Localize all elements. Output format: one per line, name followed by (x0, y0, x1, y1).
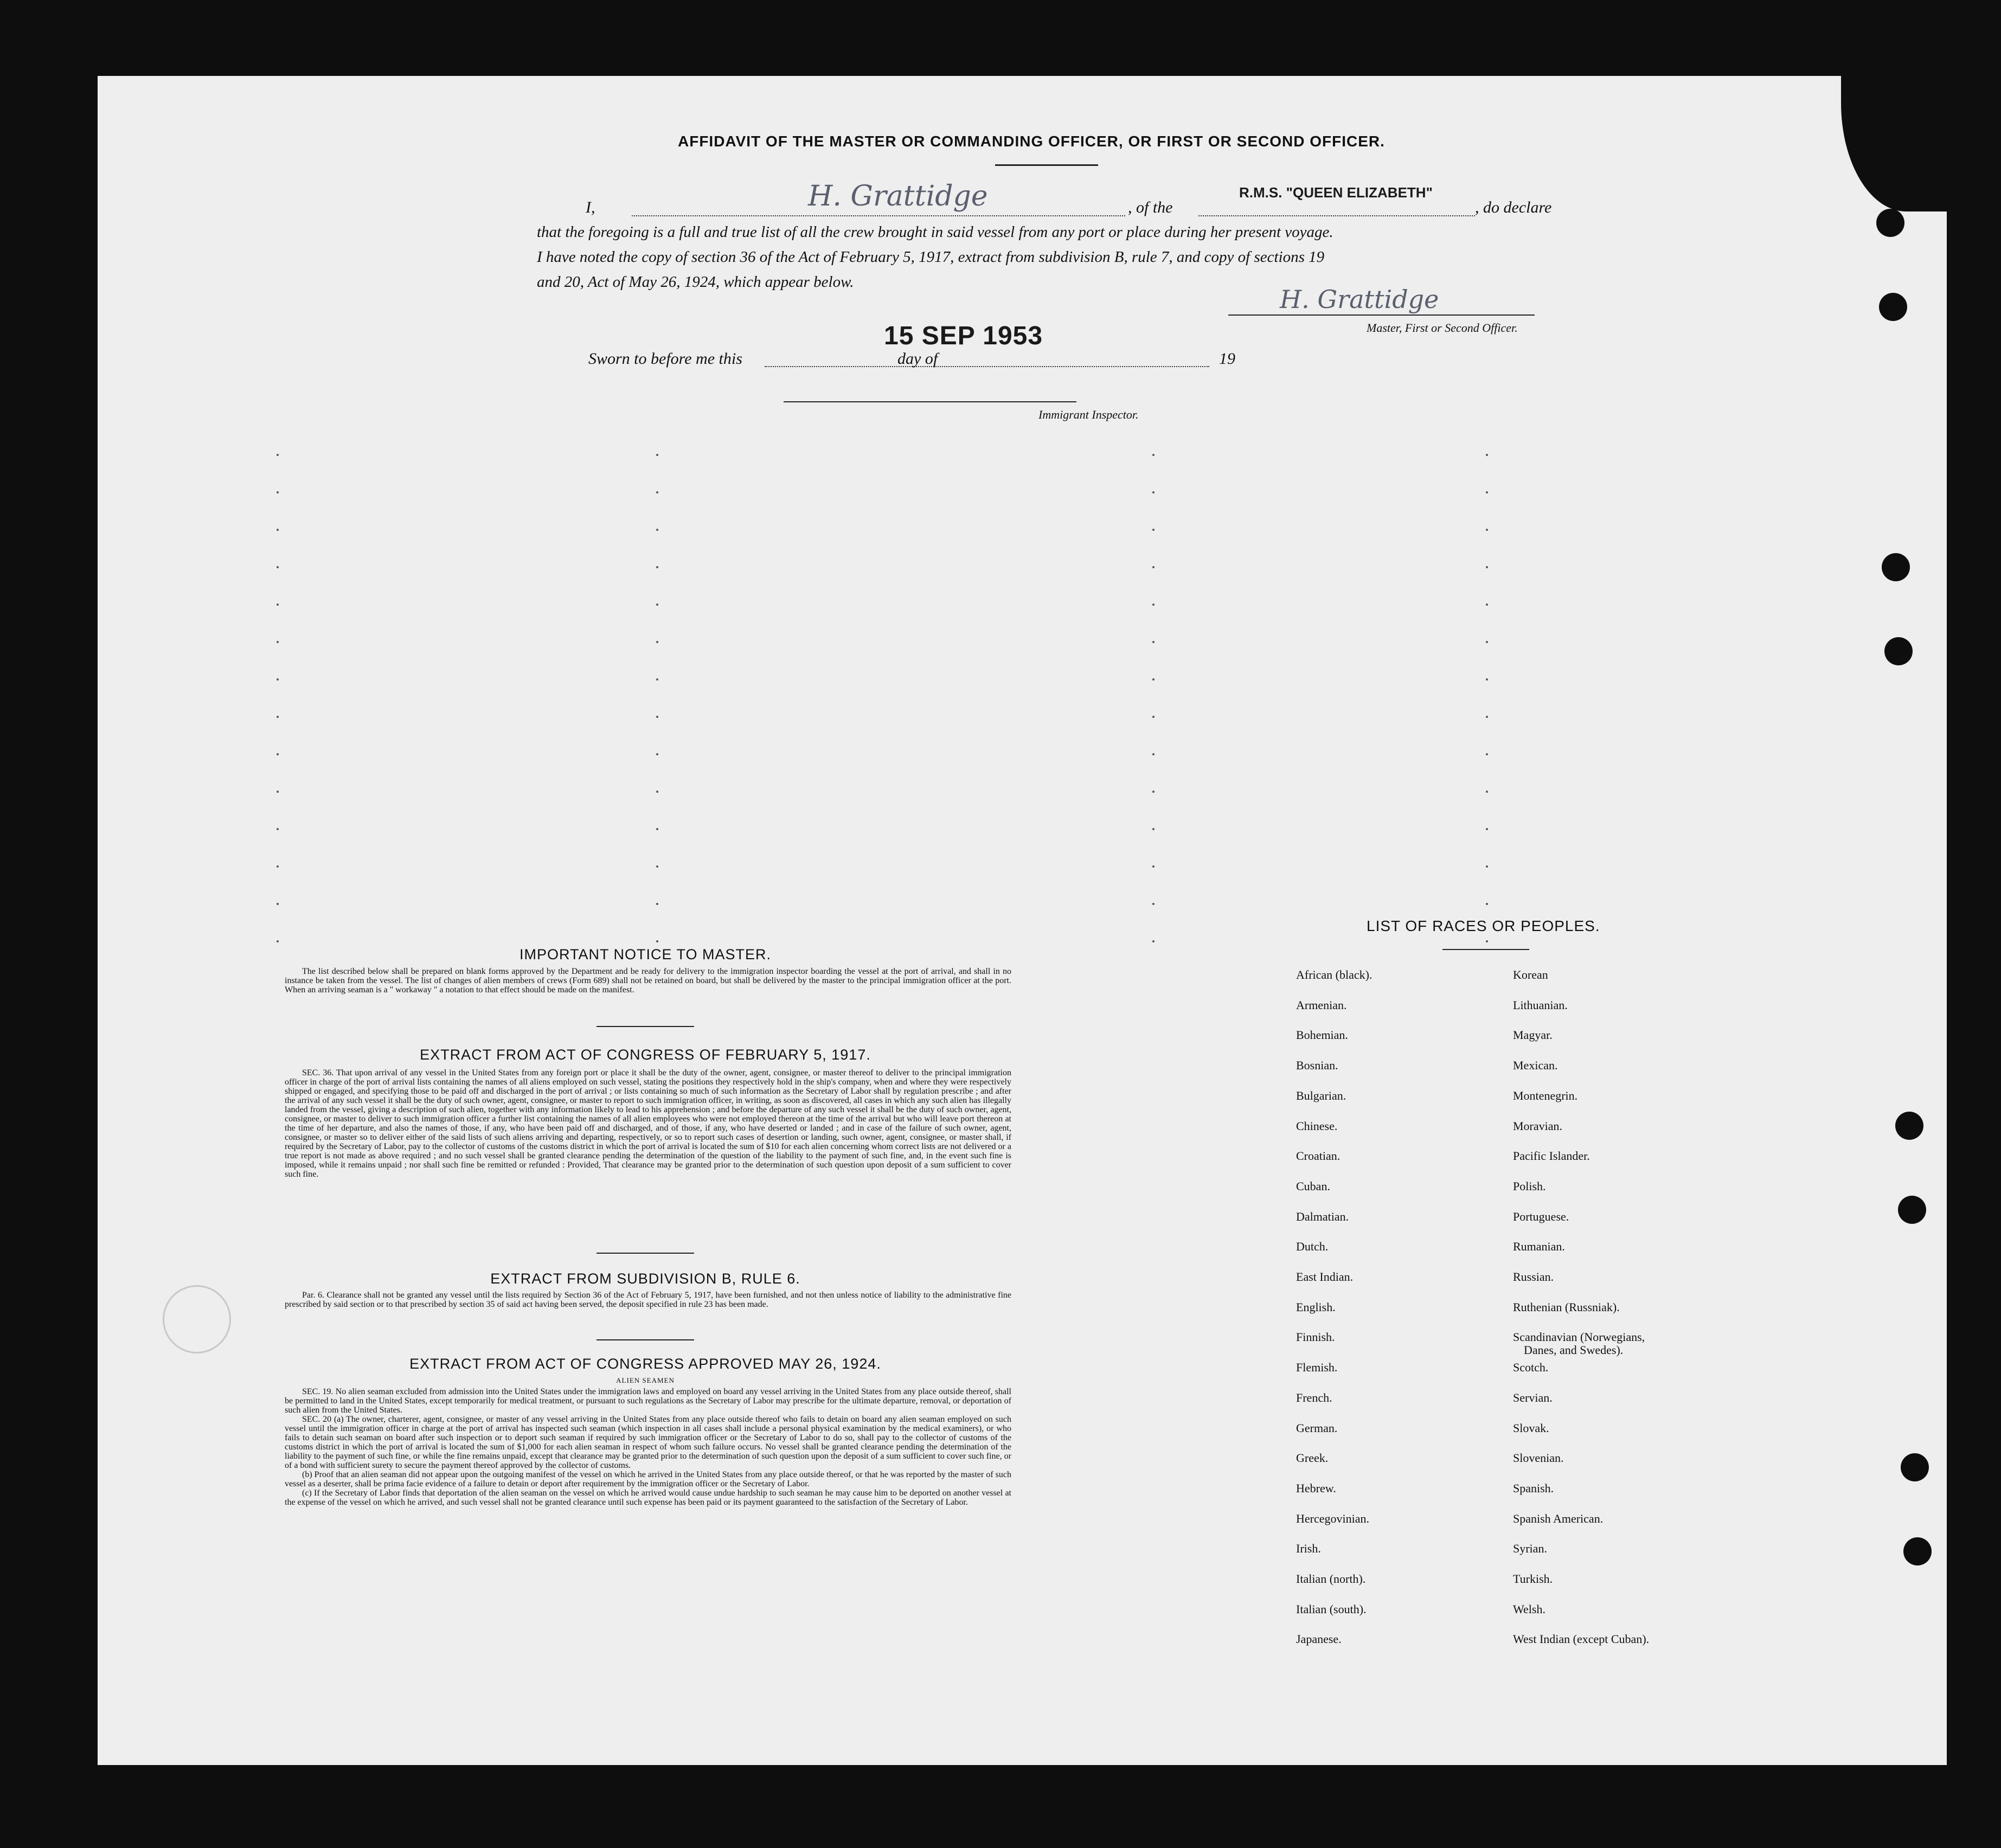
column-dot (1486, 940, 1488, 942)
race-right-item: Slovak. (1513, 1421, 1549, 1435)
vessel-stamp: R.M.S. "QUEEN ELIZABETH" (1239, 184, 1433, 201)
race-right-item: Scotch. (1513, 1361, 1549, 1375)
race-right-item: Ruthenian (Russniak). (1513, 1300, 1620, 1314)
punch-hole-6 (1898, 1196, 1926, 1224)
column-dot (277, 604, 279, 606)
column-dot (1152, 791, 1155, 793)
column-dot (1486, 641, 1488, 643)
race-right-item: Turkish. (1513, 1572, 1553, 1586)
sec-20a-text: SEC. 20 (a) The owner, charterer, agent, consignee, or master of any vessel arriving in the United States from any place outside thereof who fails to detain on board any alien seaman employed on such vessel until the immigration officer in charge at the port of arrival has inspected such seaman (which inspection in all cases shall include a personal physical examination by the medical examiners), or who fails to detain such seaman on board after such inspection or to deport such seaman if required by such immigration officer or the Secretary of Labor to do so, shall pay to the collector of customs of the customs district in which the port of arrival is located the sum of $1,000 for each alien seaman in respect of whom such failure occurs. No vessel shall be granted clearance pending the determination of the liability to the payment of such fine, or while the fine remains unpaid, except that clearance may be granted prior to the determination of such question upon the deposit of a sum sufficient to cover such fine, or of a bond with sufficient surety to secure the payment thereof approved by the collector of customs. (285, 1415, 1011, 1470)
column-dot (277, 641, 279, 643)
race-left-item: French. (1296, 1390, 1332, 1404)
race-right-item: Moravian. (1513, 1119, 1563, 1133)
sec-19-text: SEC. 19. No alien seaman excluded from admission into the United States under the immigration laws and employed on board any vessel arriving in the United States from any place outside thereof, shall be permitted to land in the United States, except temporarily for medical treatment, or pursuant to such regulations as the Secretary of Labor may prescribe for the ultimate departure, removal, or deportation of such alien from the United States. (285, 1387, 1011, 1415)
race-left-item: Italian (south). (1296, 1602, 1367, 1616)
vessel-name-line (1198, 215, 1475, 216)
affidavit-title: AFFIDAVIT OF THE MASTER OR COMMANDING OFFICER, OR FIRST OR SECOND OFFICER. (678, 133, 1385, 150)
column-dot (277, 903, 279, 905)
column-dot (1152, 903, 1155, 905)
column-dot (1486, 491, 1488, 493)
race-left-item: Croatian. (1296, 1149, 1341, 1163)
column-dot (1486, 865, 1488, 868)
column-dot (1486, 903, 1488, 905)
race-right-item: Korean (1513, 968, 1548, 981)
column-dot (656, 529, 658, 531)
extract-1917-rule (597, 1253, 694, 1254)
column-dot (656, 678, 658, 681)
column-dot (1152, 678, 1155, 681)
column-dot (1486, 753, 1488, 755)
race-left-item: East Indian. (1296, 1270, 1354, 1284)
sworn-label: Sworn to before me this (588, 350, 742, 368)
races-title: LIST OF RACES OR PEOPLES. (1367, 917, 1600, 934)
race-left-item: Bohemian. (1296, 1028, 1348, 1042)
affidavit-line-1: that the foregoing is a full and true list of all the crew brought in said vessel from any port or place during her present voyage. (537, 223, 1333, 241)
column-dot (1486, 566, 1488, 568)
do-declare-label: , do declare (1475, 198, 1552, 216)
inspector-signature-line (784, 401, 1076, 402)
race-right-item: Rumanian. (1513, 1240, 1565, 1254)
title-rule (995, 164, 1098, 166)
race-left-item: Dutch. (1296, 1240, 1329, 1254)
extract-1917-text: SEC. 36. That upon arrival of any vessel in the United States from any foreign port or place it shall be the duty of the owner, agent, consignee, or master thereof to deliver to the principal immigration officer in charge of the port of arrival lists containing the names of all aliens employed on such vessel, stating the positions they respectively hold in the ship's company, when and where they were respectively shipped or engaged, and specifying those to be paid off and discharged in the port of arrival ; or lists containing so much of such information as the Secretary of Labor shall by regulation prescribe ; and after the arrival of any such vessel it shall be the duty of such owner, agent, consignee, or master to report to such immigration officer, in writing, as soon as discovered, all cases in which any such alien has illegally landed from the vessel, giving a description of such alien, together with any information likely to lead to his apprehension ; and before the departure of any such vessel it shall be the duty of such owner, agent, consignee, or master to deliver to such immigration officer a further list containing the names of all alien employees who were not employed thereon at the time of the arrival but who will leave port thereon at the time of her departure, and also the names of those, if any, who have been paid off and discharged, and of those, if any, who have deserted or landed ; and in case of the failure of such owner, agent, consignee, or master so to deliver either of the said lists of such aliens arriving and departing, respectively, or so to report such cases of desertion or landing, such owner, agent, consignee, or master shall, if required by the Secretary of Labor, pay to the collector of customs of the customs district in which the port of arrival is located the sum of $10 for each alien concerning whom correct lists are not delivered or a true report is not made as above required ; and no such vessel shall be granted clearance pending the determination of the question of the liability to the payment of such fine, and, in the event such fine is imposed, while it remains unpaid ; nor shall such fine be remitted or refunded : Provided, That clearance may be granted prior to the determination of such question upon deposit of a sum sufficient to cover such fine. (285, 1068, 1011, 1179)
column-dot (1486, 791, 1488, 793)
race-left-item: Greek. (1296, 1451, 1329, 1465)
race-left-item: Hebrew. (1296, 1481, 1336, 1495)
column-dot (656, 566, 658, 568)
extract-1924-subtitle: ALIEN SEAMEN (616, 1376, 675, 1384)
punch-hole-3 (1882, 553, 1910, 581)
column-dot (1152, 716, 1155, 718)
race-right-item: Polish. (1513, 1179, 1546, 1193)
column-dot (277, 529, 279, 531)
race-right-item: Portuguese. (1513, 1209, 1569, 1223)
seal-emblem (163, 1285, 231, 1353)
sworn-date-line (765, 366, 1209, 367)
column-dot (1152, 491, 1155, 493)
column-dot (1486, 828, 1488, 830)
race-right-item: Scandinavian (Norwegians, (1513, 1330, 1645, 1344)
column-dot (1152, 940, 1155, 942)
race-left-item: African (black). (1296, 968, 1373, 981)
document-page (98, 76, 1947, 1765)
race-left-item: Irish. (1296, 1542, 1321, 1556)
race-left-item: Bulgarian. (1296, 1088, 1346, 1102)
column-dot (277, 865, 279, 868)
column-dot (1486, 454, 1488, 456)
column-dot (277, 454, 279, 456)
day-of-label: day of (897, 350, 938, 368)
officer-signature: H. Grattidge (808, 180, 988, 213)
race-left-item: Dalmatian. (1296, 1209, 1349, 1223)
column-dot (656, 716, 658, 718)
race-left-item: English. (1296, 1300, 1336, 1314)
race-right-item: Lithuanian. (1513, 998, 1568, 1012)
race-right-item: Russian. (1513, 1270, 1554, 1284)
column-dot (656, 454, 658, 456)
column-dot (656, 791, 658, 793)
master-signature-line (1228, 315, 1535, 316)
notice-rule (597, 1026, 694, 1027)
column-dot (277, 678, 279, 681)
subdivision-text: Par. 6. Clearance shall not be granted any vessel until the lists required by Section 36 of the Act of February 5, 1917, have been furnished, and not then unless notice of liability to the administrative fine prescribed by said section or to that prescribed by section 35 of said act having been served, the deposit specified in rule 23 has been made. (285, 1291, 1011, 1309)
column-dot (656, 903, 658, 905)
race-right-item: Pacific Islander. (1513, 1149, 1590, 1163)
race-scandinavian-cont: Danes, and Swedes). (1524, 1343, 1624, 1357)
column-dot (1152, 566, 1155, 568)
inspector-caption: Immigrant Inspector. (1038, 408, 1139, 421)
race-right-item: Servian. (1513, 1390, 1553, 1404)
officer-name-line (632, 215, 1125, 216)
race-right-item: Spanish. (1513, 1481, 1554, 1495)
races-rule (1442, 949, 1529, 950)
affidavit-line-2: I have noted the copy of section 36 of the Act of February 5, 1917, extract from subdivision B, rule 7, and copy of sections 19 (537, 248, 1325, 266)
column-dot (1152, 604, 1155, 606)
column-dot (1152, 828, 1155, 830)
column-dot (1486, 678, 1488, 681)
race-left-item: Bosnian. (1296, 1058, 1338, 1073)
race-right-item: Spanish American. (1513, 1511, 1604, 1525)
punch-hole-5 (1895, 1112, 1923, 1140)
race-right-item: Syrian. (1513, 1542, 1547, 1556)
column-dot (277, 791, 279, 793)
column-dot (656, 940, 658, 942)
i-label: I, (586, 198, 595, 216)
race-left-item: Japanese. (1296, 1632, 1342, 1646)
column-dot (1152, 454, 1155, 456)
punch-hole-4 (1884, 637, 1913, 665)
date-stamp: 15 SEP 1953 (884, 322, 1043, 350)
race-left-item: Finnish. (1296, 1330, 1335, 1344)
column-dot (277, 491, 279, 493)
punch-hole-7 (1901, 1453, 1929, 1481)
subdivision-title: EXTRACT FROM SUBDIVISION B, RULE 6. (490, 1271, 800, 1287)
column-dot (656, 604, 658, 606)
column-dot (277, 828, 279, 830)
column-dot (277, 716, 279, 718)
column-dot (1152, 641, 1155, 643)
extract-1924-text (285, 1387, 1011, 1507)
column-dot (1152, 529, 1155, 531)
punch-hole-8 (1903, 1537, 1932, 1565)
subdivision-rule (597, 1339, 694, 1340)
race-left-item: German. (1296, 1421, 1338, 1435)
race-left-item: Cuban. (1296, 1179, 1330, 1193)
notice-title: IMPORTANT NOTICE TO MASTER. (519, 946, 772, 963)
column-dot (1486, 604, 1488, 606)
of-the-label: , of the (1128, 198, 1173, 216)
column-dot (656, 641, 658, 643)
race-left-item: Hercegovinian. (1296, 1511, 1369, 1525)
affidavit-line-3: and 20, Act of May 26, 1924, which appear below. (537, 273, 854, 291)
column-dot (1152, 865, 1155, 868)
column-dot (656, 865, 658, 868)
race-left-item: Chinese. (1296, 1119, 1338, 1133)
punch-hole-2 (1879, 293, 1907, 321)
punch-hole-1 (1876, 209, 1904, 237)
column-dot (1486, 529, 1488, 531)
notice-text: The list described below shall be prepared on blank forms approved by the Department and be ready for delivery to the immigration inspector boarding the vessel at the port of arrival, and shall in no instance be taken from the vessel. The list of changes of alien members of crews (Form 689) shall not be retained on board, but shall be delivered by the master to the principal immigration officer at the port. When an arriving seaman is a " workaway " a notation to that effect should be made on the manifest. (285, 967, 1011, 994)
race-right-item: Mexican. (1513, 1058, 1558, 1073)
sec-20b-text: (b) Proof that an alien seaman did not appear upon the outgoing manifest of the vessel on which he arrived in the United States from any place outside thereof, or that he was reported by the master of such vessel as a deserter, shall be prima facie evidence of a failure to detain or deport after requirement by the immigration officer or the Secretary of Labor. (285, 1470, 1011, 1488)
extract-1924-title: EXTRACT FROM ACT OF CONGRESS APPROVED MAY 26, 1924. (409, 1356, 881, 1372)
race-left-item: Italian (north). (1296, 1572, 1366, 1586)
column-dot (277, 753, 279, 755)
master-caption: Master, First or Second Officer. (1367, 321, 1518, 335)
column-dot (1486, 716, 1488, 718)
column-dot (1152, 753, 1155, 755)
master-signature: H. Grattidge (1280, 285, 1439, 314)
race-right-item: West Indian (except Cuban). (1513, 1632, 1650, 1646)
race-left-item: Armenian. (1296, 998, 1347, 1012)
column-dot (277, 940, 279, 942)
column-dot (656, 491, 658, 493)
extract-1917-title: EXTRACT FROM ACT OF CONGRESS OF FEBRUARY 5, 1917. (420, 1047, 871, 1063)
column-dot (656, 828, 658, 830)
year-prefix: 19 (1219, 350, 1235, 368)
race-left-item: Flemish. (1296, 1361, 1338, 1375)
sec-20c-text: (c) If the Secretary of Labor finds that deportation of the alien seaman on the vessel on which he arrived would cause undue hardship to such seaman he may cause him to be deported on another vessel at the expense of the vessel on which he arrived, and such vessel shall not be granted clearance until such expense has been paid or its payment guaranteed to the satisfaction of the Secretary of Labor. (285, 1488, 1011, 1507)
race-right-item: Magyar. (1513, 1028, 1553, 1042)
column-dot (656, 753, 658, 755)
race-right-item: Welsh. (1513, 1602, 1545, 1616)
race-right-item: Montenegrin. (1513, 1088, 1578, 1102)
column-dot (277, 566, 279, 568)
race-right-item: Slovenian. (1513, 1451, 1564, 1465)
